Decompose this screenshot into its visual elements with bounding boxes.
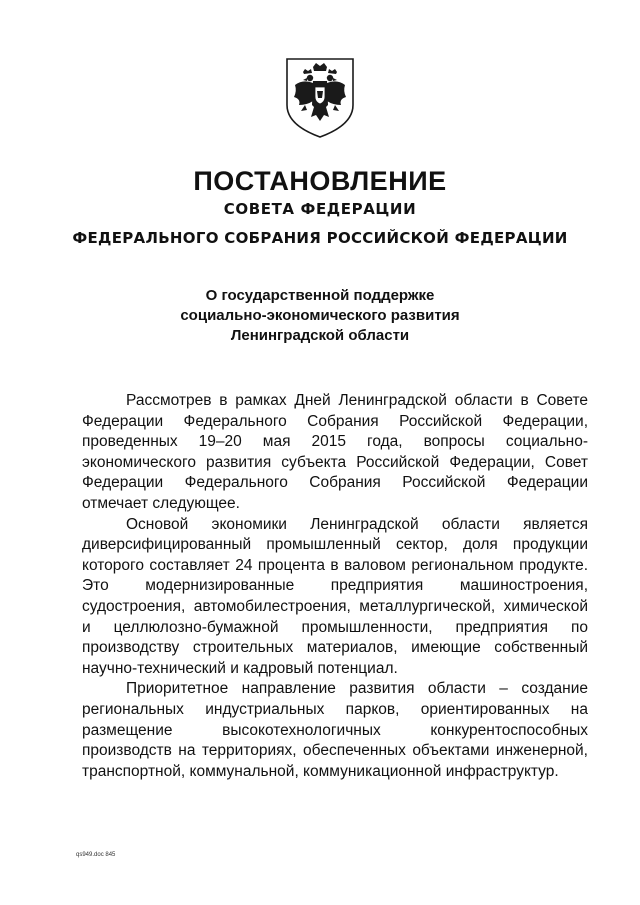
subject-line-3: Ленинградской области <box>230 327 410 344</box>
subject-line-2: социально-экономического развития <box>180 307 460 324</box>
document-subject <box>0 286 640 346</box>
file-code-footer: qs949.doc 845 <box>76 852 116 858</box>
body-paragraph-3: Приоритетное направление развития области – создание региональных индустриальных парков, ориентированных на размещение высокотехнологичных конкурентоспособных производств на территориях, обеспеченных объектами инженерной, транспортной, коммунальной, коммуникационной инфраструктур. <box>82 680 588 780</box>
issuer-line-2: ФЕДЕРАЛЬНОГО СОБРАНИЯ РОССИЙСКОЙ ФЕДЕРАЦИИ <box>72 229 568 247</box>
coat-of-arms-icon <box>283 55 357 139</box>
subject-line-1: О государственной поддержке <box>205 287 435 304</box>
document-title: ПОСТАНОВЛЕНИЕ <box>193 166 447 196</box>
body-paragraph-1: Рассмотрев в рамках Дней Ленинградской области в Совете Федерации Федерального Собрания Российской Федерации, проведенных 19–20 мая 2015 года, вопросы социально-экономического развития субъекта Российской Федерации, Совет Федерации Федерального Собрания Российской Федерации отмечает следующее. <box>82 392 588 512</box>
issuer-line-1: СОВЕТА ФЕДЕРАЦИИ <box>223 200 417 218</box>
body-paragraph-2: Основой экономики Ленинградской области является диверсифицированный промышленный сектор, доля продукции которого составляет 24 процента в валовом региональном продукте. Это модернизированные предприятия машиностроения, судостроения, автомобилестроения, металлургической, химической и целлюлозно-бумажной промышленности, предприятия по производству строительных материалов, имеющие собственный научно-технический и кадровый потенциал. <box>82 515 588 677</box>
document-body <box>82 391 588 782</box>
